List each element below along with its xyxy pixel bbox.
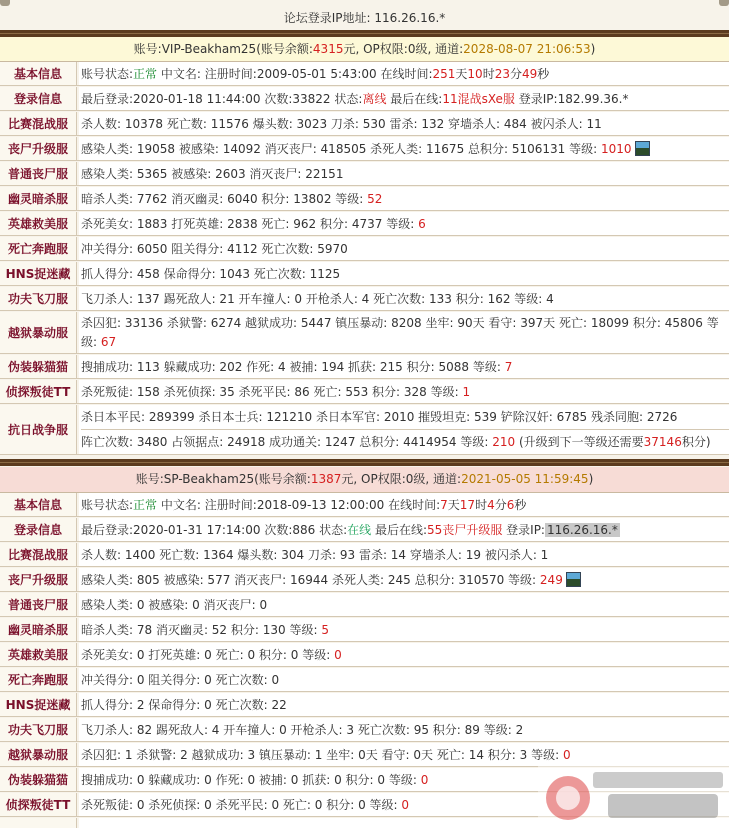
row-tt: 侦探叛徒TT 杀死叛徒: 0 杀死侦探: 0 杀死平民: 0 死亡: 0 积分: 0 等级: 0 bbox=[0, 793, 729, 817]
forum-login-ip bbox=[0, 9, 729, 26]
row-label: 登录信息 bbox=[0, 87, 77, 110]
row-hero: 英雄救美服 杀死美女: 0 打死英雄: 0 死亡: 0 积分: 0 等级: 0 bbox=[0, 643, 729, 667]
section-separator bbox=[0, 30, 729, 37]
row-ghost: 幽灵暗杀服 暗杀人类: 7762 消灭幽灵: 6040 积分: 13802 等级: 52 bbox=[0, 187, 729, 211]
top-bar bbox=[0, 0, 729, 6]
watermark-logo-icon bbox=[538, 760, 729, 828]
account-header: 账号:SP-Beakham25(账号余额:1387元, OP权限:0级, 通道:2021-05-05 11:59:45) bbox=[0, 467, 729, 493]
row-war: 抗日战争服 杀日本平民: 289399 杀日本士兵: 121210 杀日本军官: 2010 摧毁坦克: 539 铲除汉奸: 6785 残杀同胞: 2726 阵亡次数: 3480 占领据点: 24918 成功通关: 1247 总积分: 4414954 等级: 210 (升级到下一等级还需要37146积分) bbox=[0, 405, 729, 455]
section-separator bbox=[0, 459, 729, 466]
row-basic-info: 基本信息 账号状态:正常 中文名: 注册时间:2009-05-01 5:43:00 在线时间:251天10时23分49秒 bbox=[0, 62, 729, 86]
row-tt: 侦探叛徒TT 杀死叛徒: 158 杀死侦探: 35 杀死平民: 86 死亡: 553 积分: 328 等级: 1 bbox=[0, 380, 729, 404]
row-hero: 英雄救美服 杀死美女: 1883 打死英雄: 2838 死亡: 962 积分: 4737 等级: 6 bbox=[0, 212, 729, 236]
avatar-icon bbox=[566, 572, 581, 587]
status-value: 正常 bbox=[133, 67, 158, 81]
avatar-icon bbox=[635, 141, 650, 156]
row-deathrun: 死亡奔跑服 冲关得分: 0 阻关得分: 0 死亡次数: 0 bbox=[0, 668, 729, 692]
row-jailbreak: 越狱暴动服 杀囚犯: 1 杀狱警: 2 越狱成功: 3 镇压暴动: 1 坐牢: 0天 看守: 0天 死亡: 14 积分: 3 等级: 0 bbox=[0, 743, 729, 767]
account-name: VIP-Beakham25 bbox=[161, 42, 257, 56]
row-zombie-upgrade: 丧尸升级服 感染人类: 805 被感染: 577 消灭丧尸: 16944 杀死人类: 245 总积分: 310570 等级: 249 bbox=[0, 568, 729, 592]
row-mix: 比赛混战服 杀人数: 10378 死亡数: 11576 爆头数: 3023 刀杀: 530 雷杀: 132 穿墙杀人: 484 被闪杀人: 11 bbox=[0, 112, 729, 136]
row-basic-info: 基本信息 账号状态:正常 中文名: 注册时间:2018-09-13 12:00:00 在线时间:7天17时4分6秒 bbox=[0, 493, 729, 517]
row-zombie: 普通丧尸服 感染人类: 0 被感染: 0 消灭丧尸: 0 bbox=[0, 593, 729, 617]
account-header: 账号:VIP-Beakham25(账号余额:4315元, OP权限:0级, 通道:2028-08-07 21:06:53) bbox=[0, 37, 729, 62]
row-mix: 比赛混战服 杀人数: 1400 死亡数: 1364 爆头数: 304 刀杀: 93 雷杀: 14 穿墙杀人: 19 被闪杀人: 1 bbox=[0, 543, 729, 567]
row-hns: HNS捉迷藏 抓人得分: 2 保命得分: 0 死亡次数: 22 bbox=[0, 693, 729, 717]
row-login-info: 登录信息 最后登录:2020-01-31 17:14:00 次数:886 状态:在线 最后在线:55丧尸升级服 登录IP: 116.26.16.* bbox=[0, 518, 729, 542]
last-online-server: 11混战sXe服 bbox=[442, 92, 515, 106]
row-ghost: 幽灵暗杀服 暗杀人类: 78 消灭幽灵: 52 积分: 130 等级: 5 bbox=[0, 618, 729, 642]
ip-value: 116.26.16.* bbox=[374, 11, 446, 25]
online-state: 离线 bbox=[362, 92, 387, 106]
row-zombie-upgrade: 丧尸升级服 感染人类: 19058 被感染: 14092 消灭丧尸: 418505 杀死人类: 11675 总积分: 5106131 等级: 1010 bbox=[0, 137, 729, 161]
highlighted-ip: 116.26.16.* bbox=[546, 523, 618, 537]
account-balance: 4315 bbox=[312, 42, 344, 56]
ip-label: 论坛登录IP地址: bbox=[283, 11, 371, 25]
row-prophunt: 伪装躲猫猫 搜捕成功: 113 躲藏成功: 202 作死: 4 被捕: 194 抓获: 215 积分: 5088 等级: 7 bbox=[0, 355, 729, 379]
row-prophunt: 伪装躲猫猫 搜捕成功: 0 躲藏成功: 0 作死: 0 被捕: 0 抓获: 0 积分: 0 等级: 0 bbox=[0, 768, 729, 792]
channel-time: 2028-08-07 21:06:53 bbox=[463, 42, 591, 56]
level-value: 1010 bbox=[601, 142, 632, 156]
row-login-info: 登录信息 最后登录:2020-01-18 11:44:00 次数:33822 状态:离线 最后在线:11混战sXe服 登录IP:182.99.36.* bbox=[0, 87, 729, 111]
row-kungfu: 功夫飞刀服 飞刀杀人: 82 踢死敌人: 4 开车撞人: 0 开枪杀人: 3 死亡次数: 95 积分: 89 等级: 2 bbox=[0, 718, 729, 742]
row-zombie: 普通丧尸服 感染人类: 5365 被感染: 2603 消灭丧尸: 22151 bbox=[0, 162, 729, 186]
channel-time: 2021-05-05 11:59:45 bbox=[461, 472, 589, 486]
row-label: 基本信息 bbox=[0, 62, 77, 85]
account-balance: 1387 bbox=[310, 472, 342, 486]
row-hns: HNS捉迷藏 抓人得分: 458 保命得分: 1043 死亡次数: 1125 bbox=[0, 262, 729, 286]
row-deathrun: 死亡奔跑服 冲关得分: 6050 阻关得分: 4112 死亡次数: 5970 bbox=[0, 237, 729, 261]
account-name: SP-Beakham25 bbox=[163, 472, 255, 486]
row-kungfu: 功夫飞刀服 飞刀杀人: 137 踢死敌人: 21 开车撞人: 0 开枪杀人: 4 死亡次数: 133 积分: 162 等级: 4 bbox=[0, 287, 729, 311]
row-jailbreak: 越狱暴动服 杀囚犯: 33136 杀狱警: 6274 越狱成功: 5447 镇压暴动: 8208 坐牢: 90天 看守: 397天 死亡: 18099 积分: 45806 等级: 67 bbox=[0, 312, 729, 354]
